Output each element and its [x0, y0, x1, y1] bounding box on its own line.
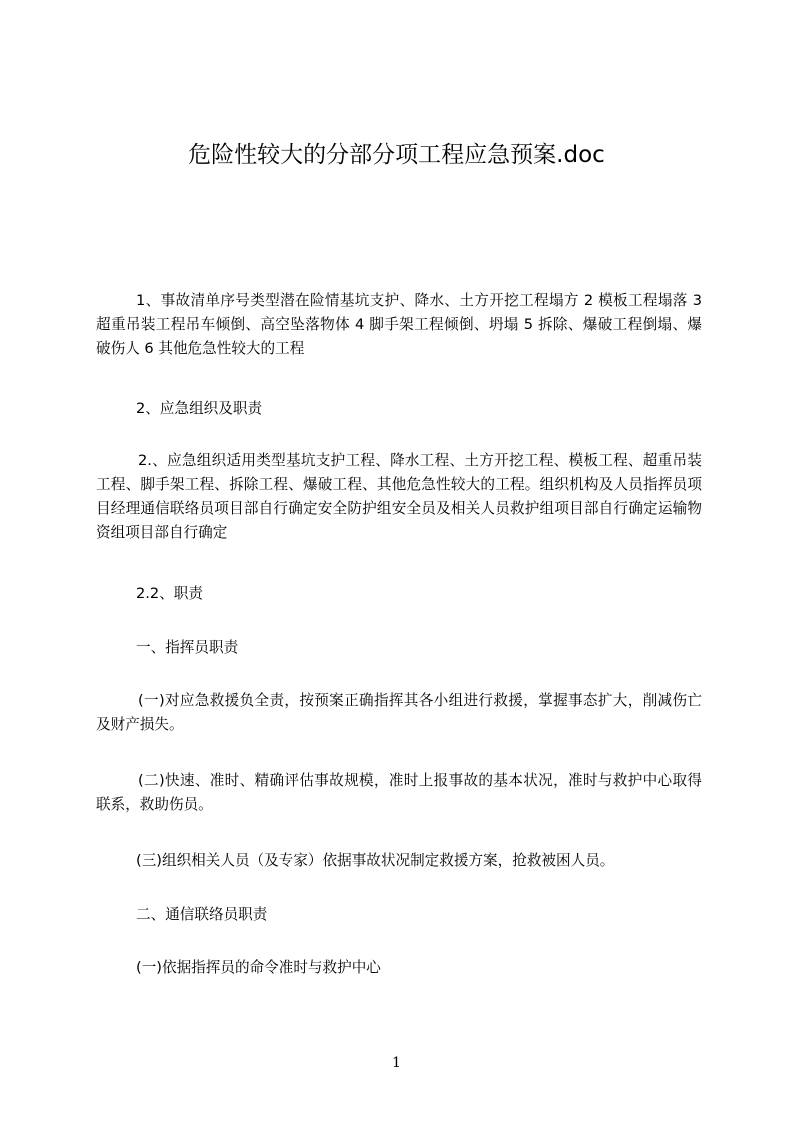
paragraph-communicator-duty-1: (一)依据指挥员的命令准时与救护中心: [136, 959, 381, 976]
heading-communicator-duties: 二、通信联络员职责: [136, 906, 268, 923]
heading-commander-duties: 一、指挥员职责: [136, 639, 239, 656]
paragraph-accident-list: 1、事故清单序号类型潜在险情基坑支护、降水、土方开挖工程塌方 2 模板工程塌落 3 超重吊装工程吊车倾倒、高空坠落物体 4 脚手架工程倾倒、坍塌 5 拆除、爆破工程倒塌、爆破伤人 6 其他危急性较大的工程: [96, 292, 702, 357]
document-title: 危险性较大的分部分项工程应急预案.doc: [188, 142, 605, 168]
heading-emergency-organization: 2、应急组织及职责: [136, 400, 263, 417]
paragraph-commander-duty-1: (一)对应急救援负全责，按预案正确指挥其各小组进行救援，掌握事态扩大，削减伤亡及财产损失。: [96, 692, 702, 733]
paragraph-commander-duty-3: (三)组织相关人员（及专家）依据事故状况制定救援方案，抢救被困人员。: [136, 852, 615, 869]
page-number: 1: [392, 1055, 401, 1071]
paragraph-commander-duty-2: (二)快速、准时、精确评估事故规模，准时上报事故的基本状况，准时与救护中心取得联系，救助伤员。: [96, 772, 702, 813]
paragraph-organization-structure: 2.、应急组织适用类型基坑支护工程、降水工程、土方开挖工程、模板工程、超重吊装工程、脚手架工程、拆除工程、爆破工程、其他危急性较大的工程。组织机构及人员指挥员项目经理通信联络员项目部自行确定安全防护组安全员及相关人员救护组项目部自行确定运输物资组项目部自行确定: [96, 452, 702, 541]
heading-responsibilities: 2.2、职责: [136, 585, 203, 602]
